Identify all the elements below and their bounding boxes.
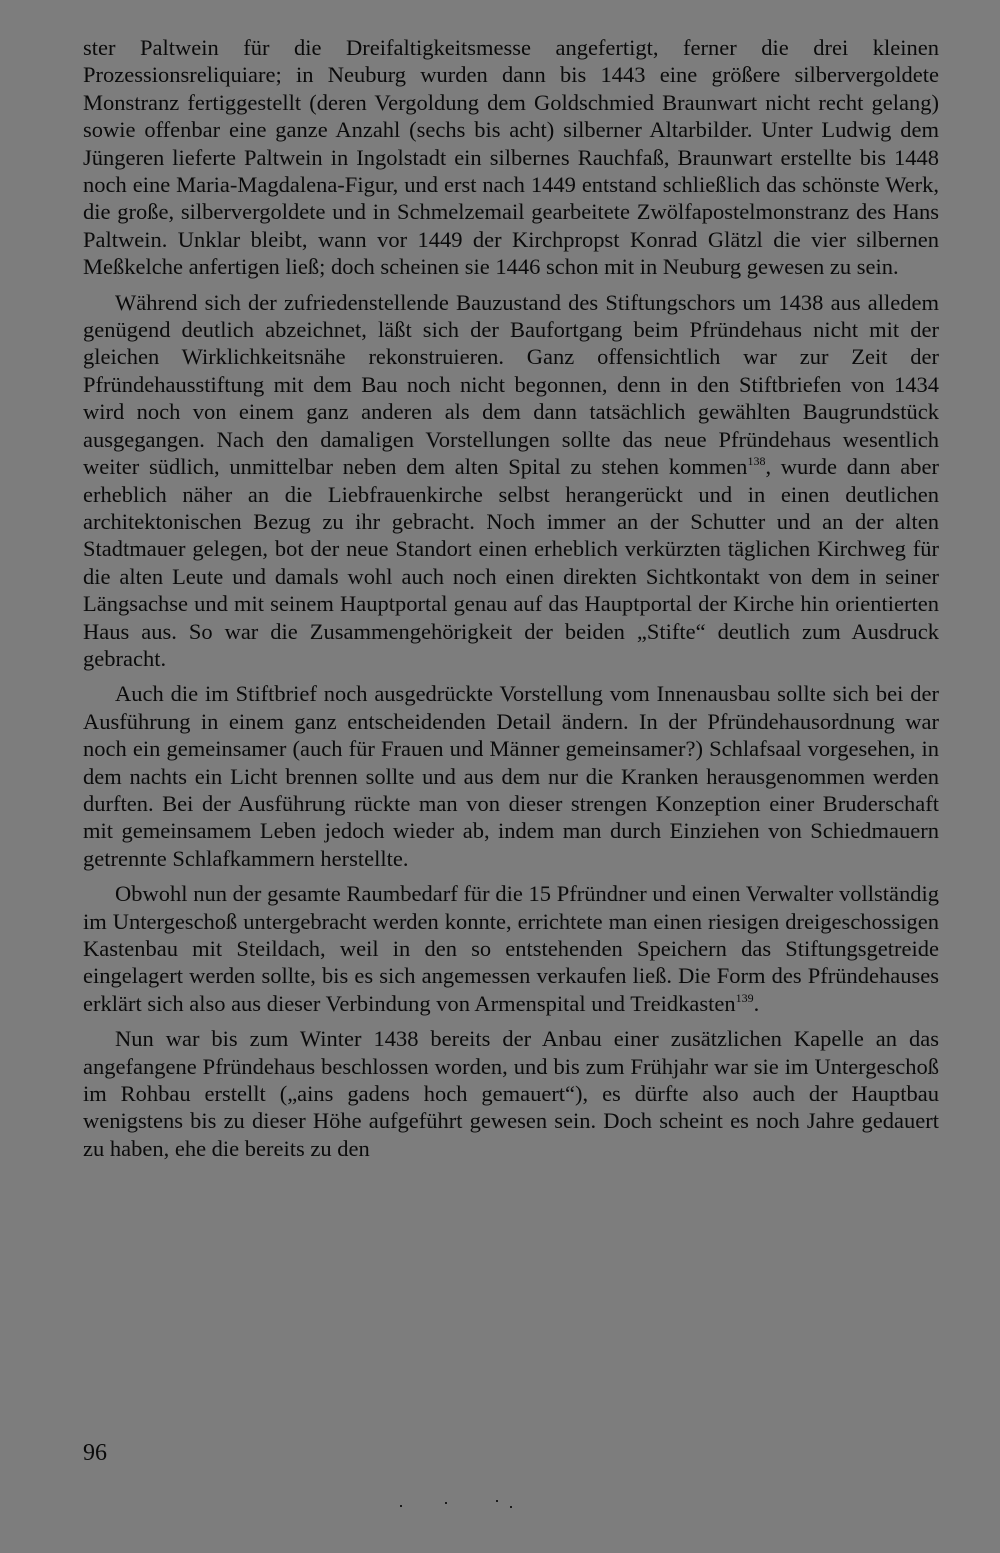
paragraph-text: Obwohl nun der gesamte Raumbedarf für die 15 Pfründner und einen Verwalter vollständig im Untergeschoß untergebracht werden konnte, errichtete man einen riesigen dreigeschossigen Kastenbau mit Steildach, weil in den so entstehenden Speichern das Stiftungsgetreide eingelagert werden sollte, bis es sich angemessen verkaufen ließ. Die Form des Pfründehauses erklärt sich also aus dieser Verbindung von Armenspital und Treidkasten: [83, 881, 939, 1016]
footnote-ref: 138: [747, 454, 766, 469]
paragraph: [83, 680, 939, 872]
scan-specks: [400, 1500, 560, 1510]
paragraph: [83, 289, 939, 673]
paragraph-text: .: [753, 990, 760, 1016]
speck: [510, 1506, 512, 1508]
paragraph-text: Auch die im Stiftbrief noch ausgedrückte Vorstellung vom Innenausbau sollte sich bei der Ausführung in einem ganz entscheidenden Detail ändern. In der Pfründehausordnung war noch ein gemeinsamer (auch für Frauen und Männer gemeinsamer?) Schlafsaal vorgesehen, in dem nachts ein Licht brennen sollte und aus dem nur die Kranken herausgenommen werden durften. Bei der Ausführung rückte man von dieser strengen Konzeption einer Bruderschaft mit gemeinsamem Leben jedoch wieder ab, indem man durch Einziehen von Schiedmauern getrennte Schlafkammern herstellte.: [83, 681, 939, 871]
speck: [496, 1500, 498, 1502]
paragraph: [83, 34, 939, 281]
paragraph-text: , wurde dann aber erheblich näher an die Liebfrauenkirche selbst herangerückt und in einen deutlichen architektonischen Bezug zu ihr gebracht. Noch immer an der Schutter und an der alten Stadtmauer gelegen, bot der neue Standort einen erheblich verkürzten täglichen Kirchweg für die alten Leute und damals wohl auch noch einen direkten Sichtkontakt von dem in seiner Längsachse und mit seinem Hauptportal genau auf das Hauptportal der Kirche hin orientierten Haus aus. So war die Zusammengehörigkeit der beiden „Stifte“ deutlich zum Ausdruck gebracht.: [83, 454, 939, 671]
page-number: 96: [83, 1440, 107, 1466]
paragraph-text: Während sich der zufriedenstellende Bauzustand des Stiftungschors um 1438 aus alledem genügend deutlich abzeichnet, läßt sich der Baufortgang beim Pfründehaus nicht mit der gleichen Wirklichkeitsnähe rekonstruieren. Ganz offensichtlich war zur Zeit der Pfründehausstiftung mit dem Bau noch nicht begonnen, denn in den Stiftbriefen von 1434 wird noch von einem ganz anderen als dem dann tatsächlich gewählten Baugrundstück ausgegangen. Nach den damaligen Vorstellungen sollte das neue Pfründehaus wesentlich weiter südlich, unmittelbar neben dem alten Spital zu stehen kommen: [83, 289, 939, 480]
speck: [400, 1505, 402, 1507]
paragraph-text: Nun war bis zum Winter 1438 bereits der Anbau einer zusätzlichen Kapelle an das angefangene Pfründehaus beschlossen worden, und bis zum Frühjahr war sie im Untergeschoß im Rohbau erstellt („ains gadens hoch gemauert“), es dürfte also auch der Hauptbau wenigstens bis zu dieser Höhe aufgeführt gewesen sein. Doch scheint es noch Jahre gedauert zu haben, ehe die bereits zu den: [83, 1026, 939, 1161]
paragraph: [83, 880, 939, 1017]
footnote-ref: 139: [735, 990, 754, 1005]
page-body: [83, 34, 939, 1170]
speck: [445, 1502, 447, 1504]
paragraph: [83, 1025, 939, 1162]
paragraph-text: ster Paltwein für die Dreifaltigkeitsmesse angefertigt, ferner die drei kleinen Prozessionsreliquiare; in Neuburg wurden dann bis 1443 eine größere silbervergoldete Monstranz fertiggestellt (deren Vergoldung dem Goldschmied Braunwart nicht recht gelang) sowie offenbar eine ganze Anzahl (sechs bis acht) silberner Altarbilder. Unter Ludwig dem Jüngeren lieferte Paltwein in Ingolstadt ein silbernes Rauchfaß, Braunwart erstellte bis 1448 noch eine Maria-Magdalena-Figur, und erst nach 1449 entstand schließlich das schönste Werk, die große, silbervergoldete und in Schmelzemail gearbeitete Zwölfapostelmonstranz des Hans Paltwein. Unklar bleibt, wann vor 1449 der Kirchpropst Konrad Glätzl die vier silbernen Meßkelche anfertigen ließ; doch scheinen sie 1446 schon mit in Neuburg gewesen zu sein.: [83, 35, 939, 280]
